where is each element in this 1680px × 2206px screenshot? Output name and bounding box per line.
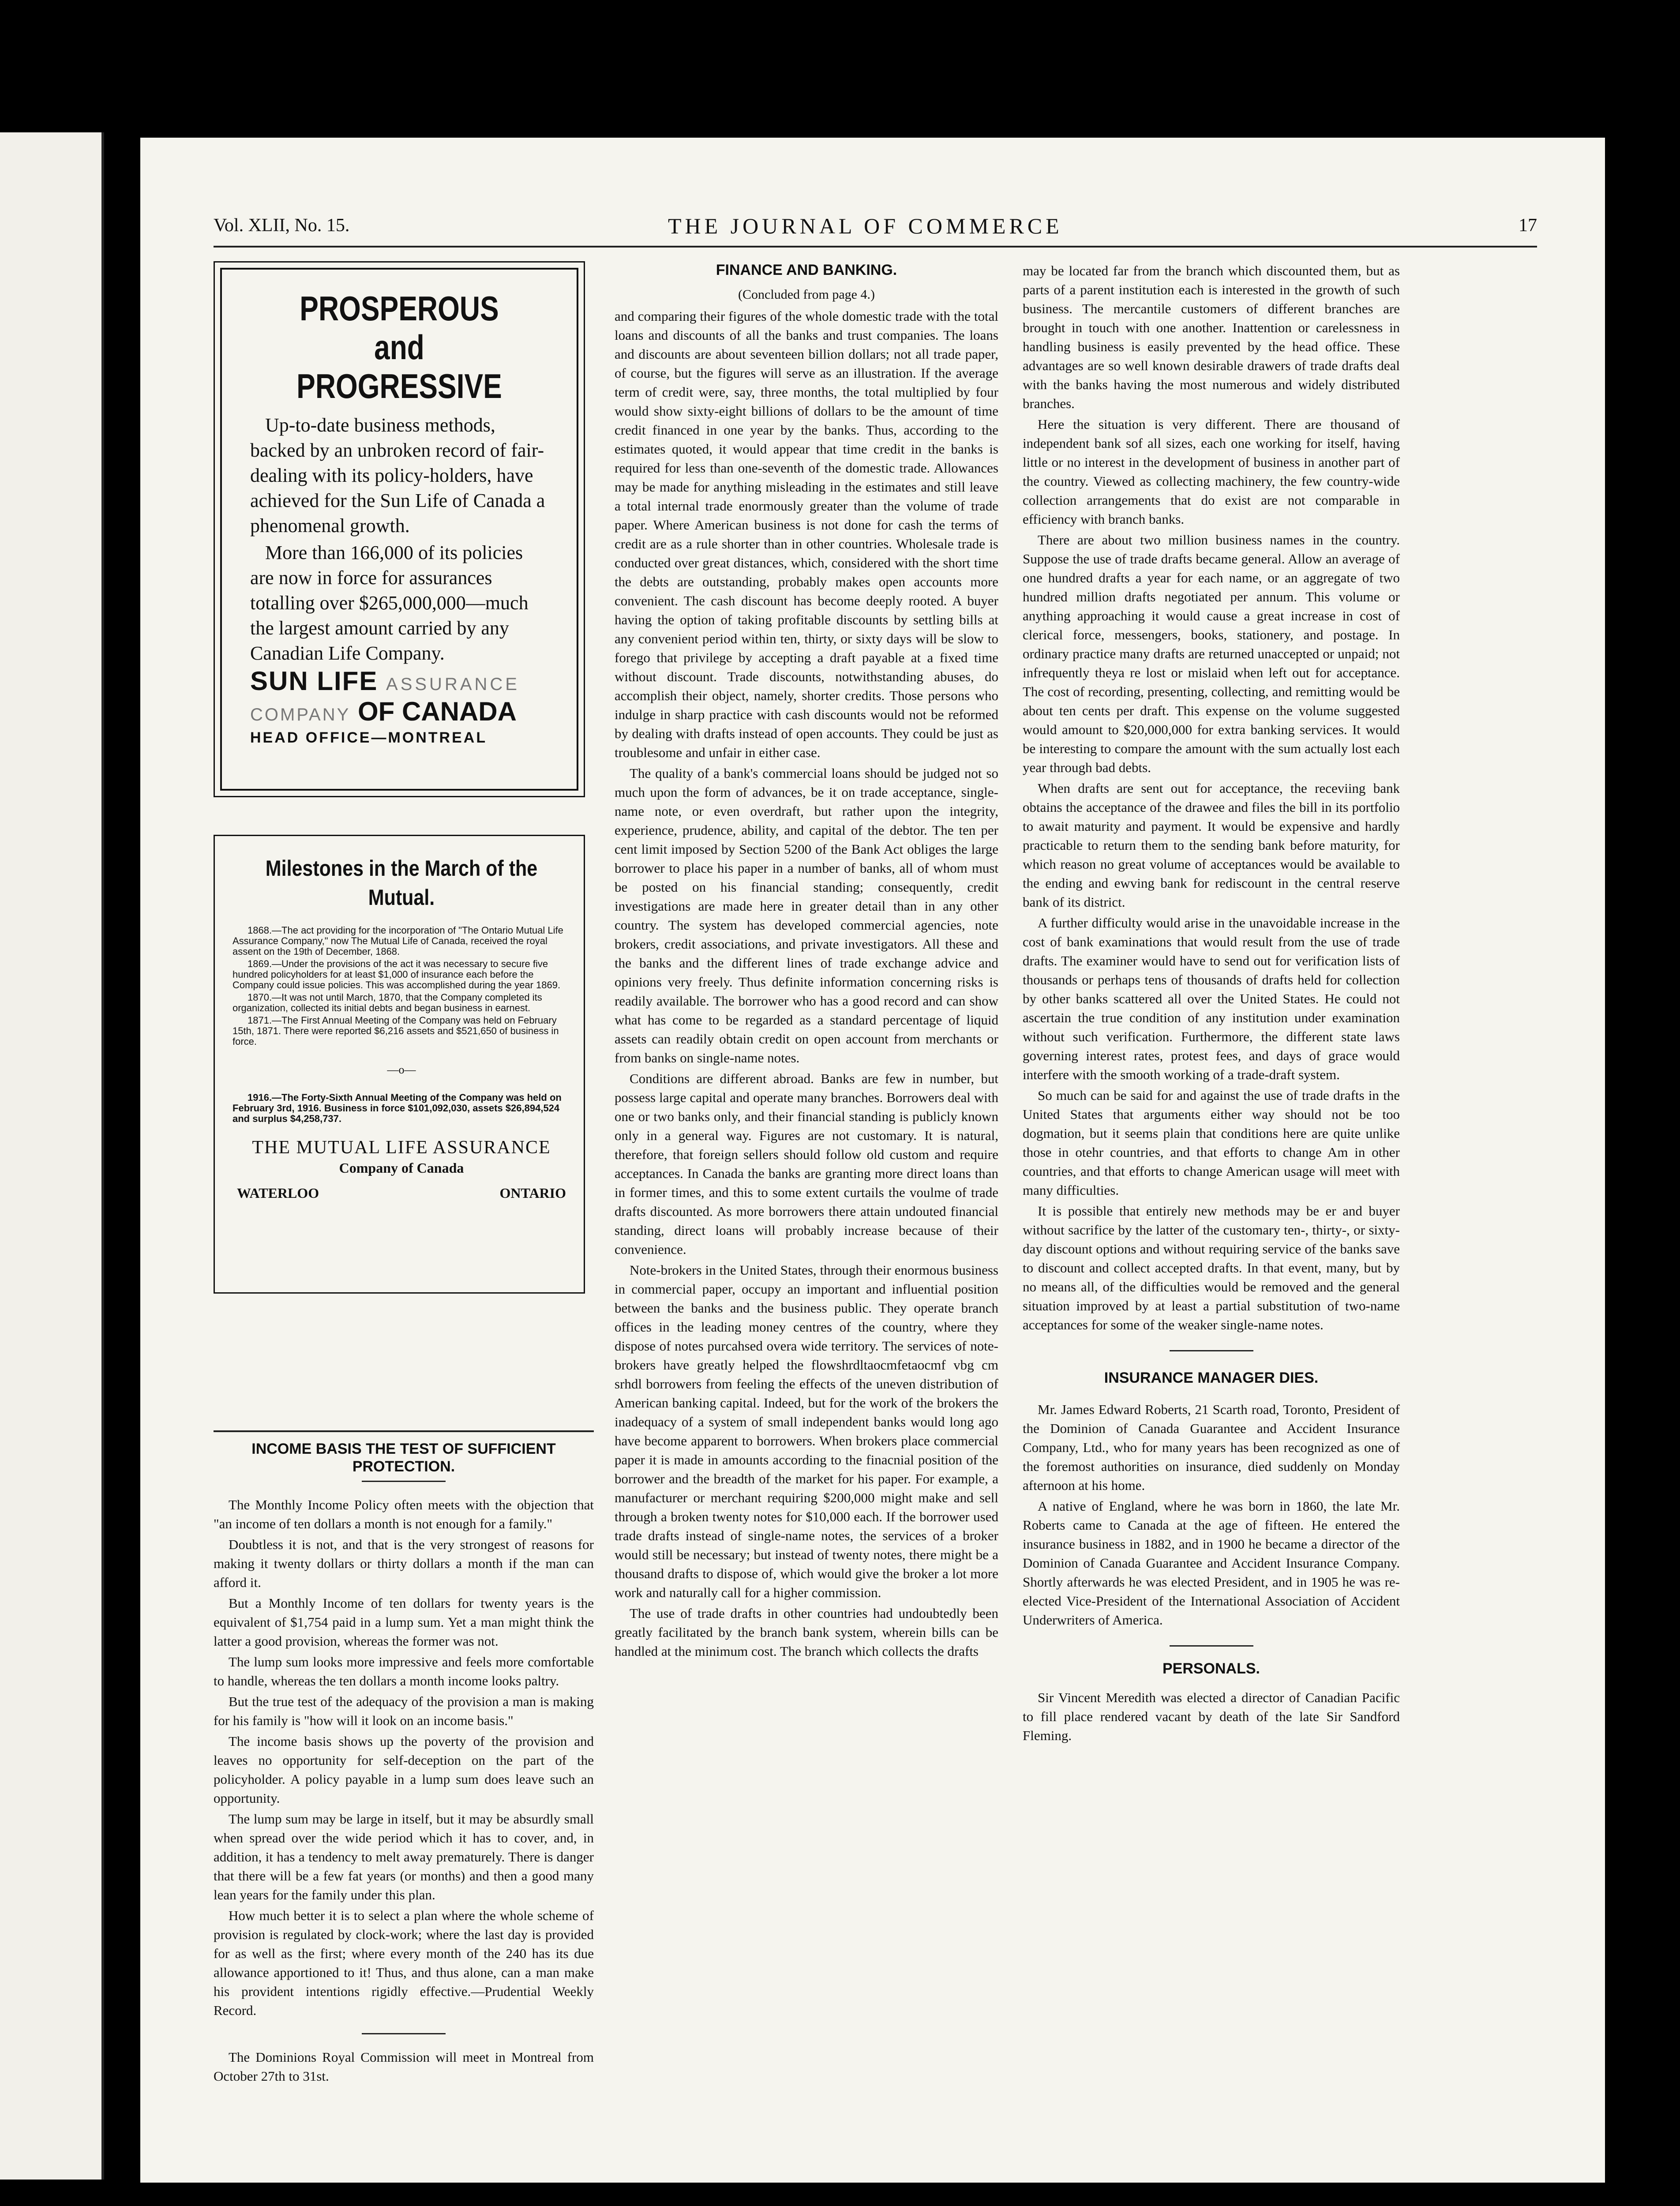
separator: —o— xyxy=(387,1063,416,1076)
company-subtitle: Company of Canada xyxy=(339,1160,464,1176)
article-paragraph: The Monthly Income Policy often meets with the objection that "an income of ten dollars a month is not enough for a family." xyxy=(214,1497,594,1531)
article-paragraph: But a Monthly Income of ten dollars for twenty years is the equivalent of $1,754 paid in a lump sum. Yet a man might think the latter a good provision, whereas the former was not. xyxy=(214,1595,594,1649)
ad-paragraph: Up-to-date business methods, backed by an unbroken record of fair-dealing with its policy-holders, have achieved for the Sun Life of Canada a phenomenal growth. xyxy=(250,414,545,536)
income-article xyxy=(214,1430,594,2087)
news-note: The Dominions Royal Commission will meet in Montreal from October 27th to 31st. xyxy=(214,2049,594,2084)
divider xyxy=(362,2033,446,2034)
article-subtitle: (Concluded from page 4.) xyxy=(738,287,875,302)
article-paragraph: The income basis shows up the poverty of the provision and leaves no opportunity for self-deception on the part of the policyholder. A policy payable in a lump sum does leave such an opportunity. xyxy=(214,1733,594,1806)
divider xyxy=(214,1430,594,1432)
page-header xyxy=(214,215,1537,248)
article-paragraph: How much better it is to select a plan where the whole scheme of provision is regulated by clock-work; where the last day is provided for as well as the first; where every month of the 240 has its due allowance apportioned to it! Thus, and thus alone, can a man make his provident intentions rigidly effective.—Prudential Weekly Record. xyxy=(214,1908,594,2018)
article-paragraph: Conditions are different abroad. Banks are few in number, but possess large capital and operate many branches. Borrowers deal with one or two banks only, and their financial standing is publicly known only in a general way. Figures are not customary. It is natural, therefore, that foreign sellers should follow old custom and require acceptances. In Canada the banks are granting more direct loans than in former times, and this to some extent curtails the voulme of trade drafts discounted. As more borrowers there attain undouted financial standing, direct loans will probably increase because of their convenience. xyxy=(615,1071,998,1257)
masthead-title: THE JOURNAL OF COMMERCE xyxy=(668,214,1063,238)
article-headline: FINANCE AND BANKING. xyxy=(716,262,897,278)
column-3 xyxy=(1023,261,1400,1747)
article-paragraph: But the true test of the adequacy of the provision a man is making for his family is "how will it look on an income basis." xyxy=(214,1694,594,1728)
article-paragraph: Here the situation is very different. There are thousand of independent bank sof all sizes, each one working for itself, having little or no interest in the development of business in another part of the country. Viewed as collecting machinery, the few country-wide collection arrangements that do exist are not comparable in efficiency with branch banks. xyxy=(1023,416,1400,527)
volume-number: Vol. XLII, No. 15. xyxy=(214,215,350,236)
sun-life-advertisement xyxy=(214,261,585,797)
milestone-item: 1869.—Under the provisions of the act it was necessary to secure five hundred policyholders for at least $1,000 of insurance each before the Company could issue policies. This was accomplished during the year 1869. xyxy=(232,958,561,990)
milestone-item: 1870.—It was not until March, 1870, that the Company completed its organization, collected its initial debts and began business in earnest. xyxy=(232,992,542,1013)
page-number: 17 xyxy=(1519,215,1537,236)
article-paragraph: The use of trade drafts in other countries had undoubtedly been greatly facilitated by the branch bank system, wherein bills can be handled at the minimum cost. The branch which collects the drafts xyxy=(615,1606,998,1659)
milestone-item: 1871.—The First Annual Meeting of the Company was held on February 15th, 1871. There were reported $6,216 assets and $521,650 of business in force. xyxy=(232,1015,559,1047)
article-paragraph: So much can be said for and against the use of trade drafts in the United States that arguments either way should not be too dogmation, but it seems plain that conditions here are quite unlike those in otehr countries, and that efforts to change Am in other countries, and that efforts to change American usage will meet with many difficulties. xyxy=(1023,1088,1400,1198)
sun-life-logo-line: SUN LIFE ASSURANCE xyxy=(250,666,520,696)
article-paragraph: Note-brokers in the United States, through their enormous business in commercial paper, occupy an important and influential position between the banks and the business public. They operate branch offices in the leading money centres of the country, where they dispose of notes purcahsed overa wide territory. The services of note-brokers have greatly helped the flowshrdltaocmfetaocmf vbg cm srhdl borrowers from feeling the effects of the uneven distribution of American banking capital. Indeed, but for the work of the brokers the inadequacy of a system of small independent banks would long ago have become apparent to borrowers. When brokers place commercial paper it is made in amounts according to the finacnial position of the borrower and the breadth of the market for his paper. For example, a manufacturer or merchant requiring $200,000 might make and sell through a broken twenty notes for $10,000 each. If the borrower used trade drafts instead of single-name notes, the services of a broker would still be necessary; but instead of twenty notes, there might be a thousand drafts to dispose of, which would give the broker a lot more work and naturally call for a higher commission. xyxy=(615,1262,998,1600)
article-paragraph: A further difficulty would arise in the unavoidable increase in the cost of bank examinations that would result from the use of trade drafts. The examiner would have to send out for verification lists of thousands or perhaps tens of thousands of drafts held for collection by other banks scattered all over the United States. He could not ascertain the true condition of any institution under examination without such verification. Furthermore, the different state laws governing interest rates, protest fees, and days of grace would interfere with the smooth working of a trade-draft system. xyxy=(1023,915,1400,1082)
article-headline: INSURANCE MANAGER DIES. xyxy=(1104,1369,1319,1386)
article-headline: PERSONALS. xyxy=(1162,1660,1260,1677)
company-name: THE MUTUAL LIFE ASSURANCE xyxy=(252,1137,551,1158)
ad-headline: PROSPEROUS and PROGRESSIVE xyxy=(296,289,502,405)
article-paragraph: It is possible that entirely new methods may be er and buyer without sacrifice by the latter of the customary ten-, thirty-, or sixty-day discount options and without requiring service of the banks save to discount and collect accepted drafts. In that event, many, but by no means all, of the difficulties would be removed and the general situation improved by at least a partial substitution of two-name acceptances for some of the weaker single-name notes. xyxy=(1023,1203,1400,1332)
article-headline: INCOME BASIS THE TEST OF SUFFICIENT PROTECTION. xyxy=(251,1441,556,1475)
article-paragraph: The lump sum may be large in itself, but it may be absurdly small when spread over the wide period which it has to cover, and, in addition, it has a tendency to melt away prematurely. There is danger that there will be a few fat years (or months) and then a good many lean years for the family under this plan. xyxy=(214,1811,594,1902)
article-paragraph: The quality of a bank's commercial loans should be judged not so much upon the form of advances, be it on trade acceptance, single-name note, or even overdraft, but rather upon the integrity, experience, prudence, ability, and capital of the debtor. The ten per cent limit imposed by Section 5200 of the Bank Act obliges the large borrower to place his paper in a number of banks, all of whom must be posted on his financial standing; consequently, credit investigations are made here in greater detail than in any other country. The system has developed commercial agencies, note brokers, credit associations, and private investigators. All these and the banks and the different lines of trade exchange advice and opinions very freely. Thus definite information concerning risks is readily available. The borrower who has a good record and can show what has come to be regarded as a standard percentage of liquid assets can readily obtain credit on open account from merchants or from banks on single-name notes. xyxy=(615,765,998,1065)
divider xyxy=(362,1481,446,1482)
ad-paragraph: More than 166,000 of its policies are now in force for assurances totalling over $265,000,000—much the largest amount carried by any Canadian Life Company. xyxy=(250,542,529,664)
previous-page-edge xyxy=(0,132,104,2180)
milestone-item: 1868.—The act providing for the incorporation of "The Ontario Mutual Life Assurance Company," now The Mutual Life of Canada, received the royal assent on the 19th of December, 1868. xyxy=(232,925,563,957)
head-office-line: HEAD OFFICE—MONTREAL xyxy=(250,729,488,746)
article-paragraph: When drafts are sent out for acceptance, the receviing bank obtains the acceptance of the drawee and files the bill in its portfolio to await maturity and payment. It would be expensive and hardly practicable to return them to the sending bank before maturity, for which reason no great volume of acceptances would be available to the ending and ewving bank for rediscount in the central reserve bank of its district. xyxy=(1023,780,1400,910)
column-2 xyxy=(615,261,998,1662)
milestone-item-1916: 1916.—The Forty-Sixth Annual Meeting of the Company was held on February 3rd, 1916. Business in force $101,092,030, assets $26,894,524 and surplus $4,258,737. xyxy=(232,1092,562,1124)
article-paragraph: Doubtless it is not, and that is the very strongest of reasons for making it twenty dollars or thirty dollars a month if the man can afford it. xyxy=(214,1537,594,1590)
ad-headline: Milestones in the March of the Mutual. xyxy=(265,856,538,910)
article-paragraph: The lump sum looks more impressive and feels more comfortable to handle, whereas the ten dollars a month income looks paltry. xyxy=(214,1654,594,1688)
article-paragraph: Sir Vincent Meredith was elected a director of Canadian Pacific to fill place rendered vacant by death of the late Sir Sandford Fleming. xyxy=(1023,1690,1400,1743)
article-paragraph: Mr. James Edward Roberts, 21 Scarth road, Toronto, President of the Dominion of Canada Guarantee and Accident Insurance Company, Ltd., who for many years has been recognized as one of the foremost authorities on insurance, died suddenly on Monday afternoon at his home. xyxy=(1023,1402,1400,1493)
article-paragraph: may be located far from the branch which discounted them, but as parts of a parent institution each is interested in the growth of such business. The mercantile customers of different branches are brought in touch with one another. Inattention or carelessness in handling business is easily prevented by the head office. These advantages are so well known desirable drawers of trade drafts deal with the banks having the most numerous and widely distributed branches. xyxy=(1023,263,1400,411)
article-paragraph: There are about two million business names in the country. Suppose the use of trade drafts became general. Allow an average of one hundred drafts a year for each name, or an aggregate of two hundred million drafts negotiated per annum. This volume or anything approaching it would cause a great increase in cost of clerical force, messengers, books, stationery, and postage. In ordinary practice many drafts are returned unaccepted or unpaid; not infrequently theya re lost or mislaid when left out for acceptance. The cost of recording, presenting, collecting, and remitting would be about ten cents per draft. This expense on the volume suggested would amount to $20,000,000 for extra banking services. It would be interesting to compare the amount with the sum actually lost each year through bad debts. xyxy=(1023,532,1400,775)
mutual-life-advertisement xyxy=(214,835,585,1294)
newspaper-page xyxy=(140,138,1605,2183)
sun-life-logo-line: COMPANY OF CANADA xyxy=(250,697,517,726)
divider xyxy=(1170,1350,1253,1351)
divider xyxy=(1170,1645,1253,1647)
article-paragraph: A native of England, where he was born in 1860, the late Mr. Roberts came to Canada at the age of fifteen. He entered the insurance business in 1882, and in 1900 he became a director of the Dominion of Canada Guarantee and Accident Insurance Company. Shortly afterwards he was elected President, and in 1905 he was re-elected Vice-President of the International Association of Accident Underwriters of America. xyxy=(1023,1498,1400,1628)
article-paragraph: and comparing their figures of the whole domestic trade with the total loans and discounts of all the banks and trust companies. The loans and discounts are about seventeen billion dollars; not all trade paper, of course, but the figures will serve as an illustration. If the average term of credit were, say, three months, the total multiplied by four would show sixty-eight billions of dollars to be the amount of time credit financed in one year by the banks. Thus, according to the estimates quoted, it would appear that time credit in the banks is required for less than one-seventh of the domestic trade. Allowances may be made for anything misleading in the estimates and still leave a total internal trade enormously greater than the volume of trade paper. Where American business is not done for cash the terms of credit are as a rule shorter than in other countries. Wholesale trade is conducted over great distances, which, considered with the short time the debts are outstanding, probably makes open accounts more convenient. The cash discount has become deeply rooted. A buyer having the option of taking profitable discounts by settling bills at any convenient period within ten, thirty, or sixty days will be slow to forego that privilege by accepting a draft payable at a fixed time without discount. Trade discounts, notwithstanding abuses, do accomplish their object, namely, shorter credits. Those persons who indulge in sharp practice with cash discounts would not be reformed by dealing with drafts instead of open accounts. They could be just as troublesome and unfair in either case. xyxy=(615,308,998,760)
company-location: WATERLOO ONTARIO xyxy=(237,1185,566,1201)
